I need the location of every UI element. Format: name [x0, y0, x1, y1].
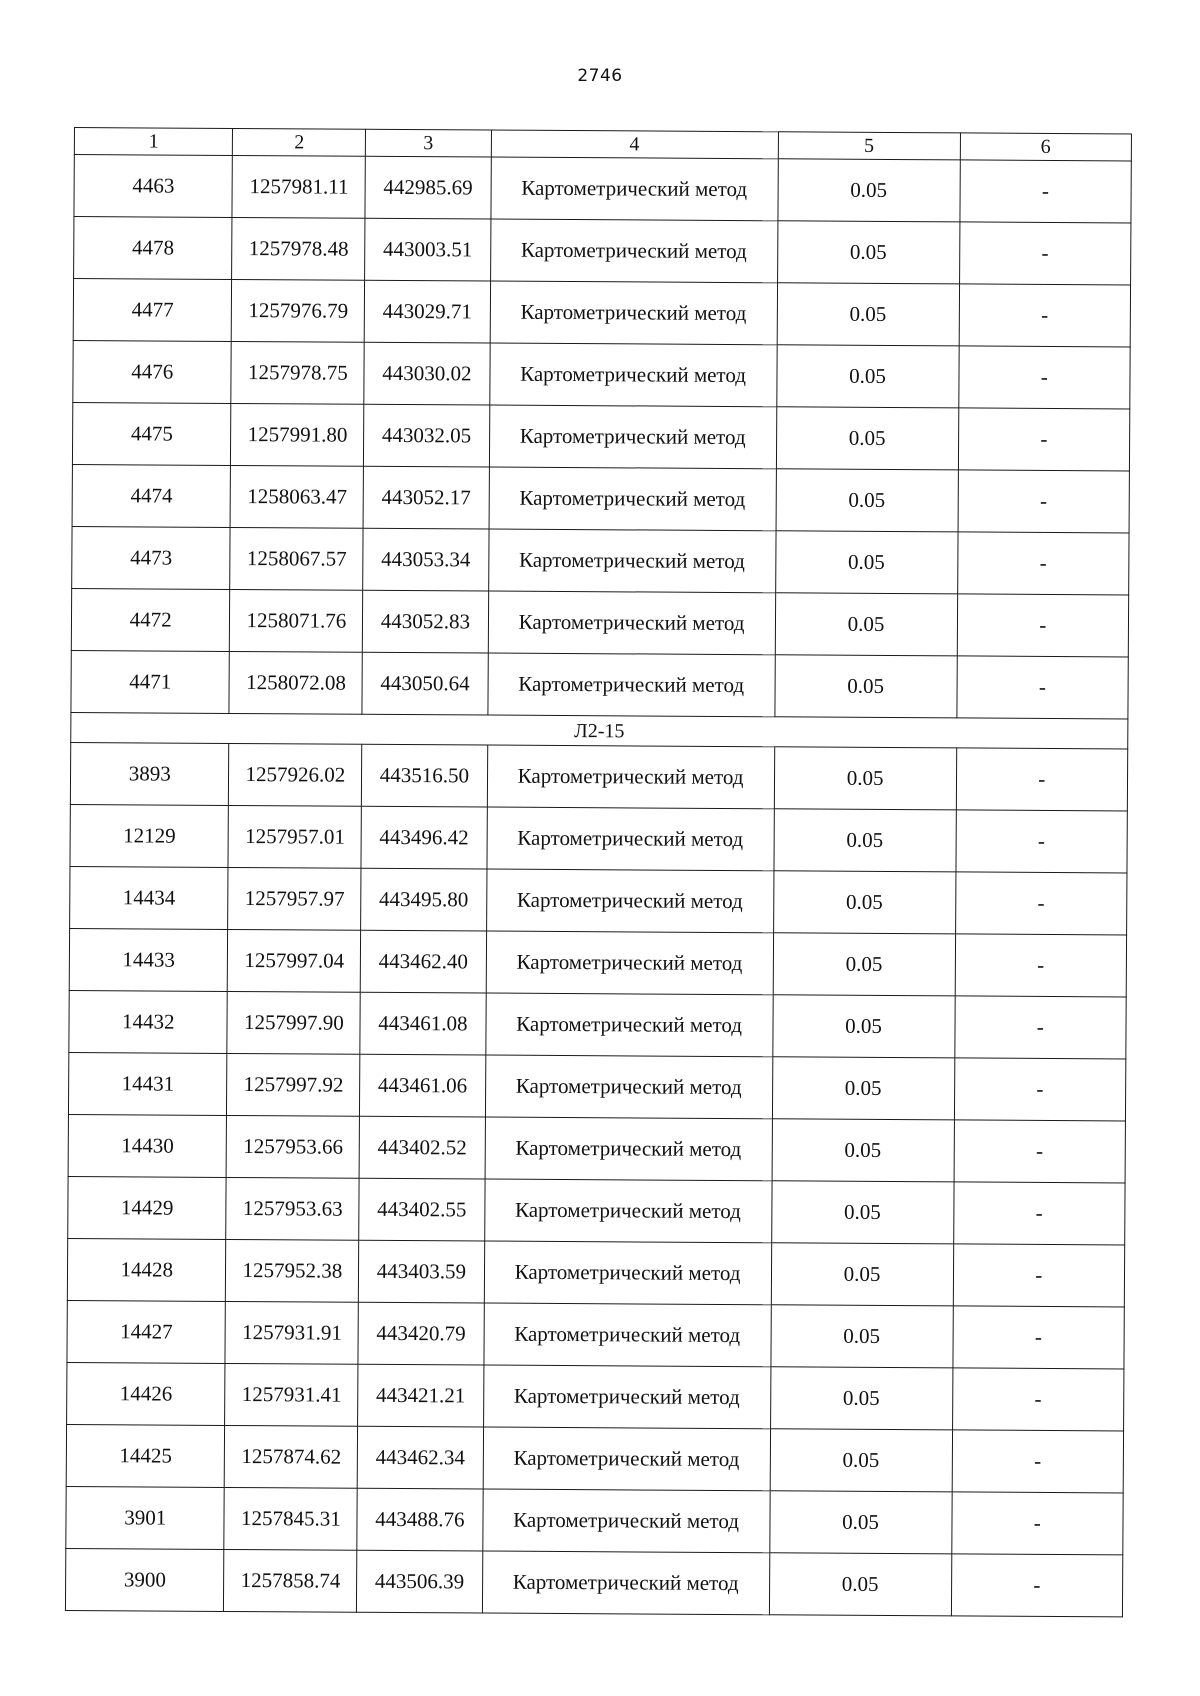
- table-row: [69, 928, 1126, 996]
- note-cell: -: [952, 1368, 1124, 1431]
- table-row: [73, 279, 1130, 347]
- accuracy-cell: 0.05: [776, 407, 958, 470]
- table-body: [65, 128, 1131, 1617]
- x-coordinate-cell: 1258063.47: [231, 465, 364, 528]
- method-cell: Картометрический метод: [489, 405, 776, 469]
- y-coordinate-cell: 443029.71: [364, 280, 490, 343]
- method-cell: Картометрический метод: [487, 807, 774, 871]
- method-cell: Картометрический метод: [484, 1241, 771, 1305]
- y-coordinate-cell: 443462.40: [360, 930, 486, 993]
- note-cell: -: [954, 1058, 1126, 1121]
- method-cell: Картометрический метод: [484, 1179, 771, 1243]
- table-row: [73, 340, 1130, 408]
- method-cell: Картометрический метод: [486, 931, 773, 995]
- method-cell: Картометрический метод: [484, 1303, 771, 1367]
- y-coordinate-cell: 443420.79: [358, 1302, 484, 1365]
- method-cell: Картометрический метод: [491, 157, 778, 221]
- point-number-cell: 3900: [65, 1548, 224, 1611]
- x-coordinate-cell: 1257953.66: [227, 1115, 360, 1178]
- point-number-cell: 4478: [74, 217, 233, 280]
- note-cell: -: [959, 284, 1131, 347]
- accuracy-cell: 0.05: [774, 655, 956, 718]
- y-coordinate-cell: 443032.05: [364, 404, 490, 467]
- y-coordinate-cell: 443053.34: [363, 528, 489, 591]
- x-coordinate-cell: 1257845.31: [224, 1487, 357, 1550]
- accuracy-cell: 0.05: [774, 747, 956, 810]
- point-number-cell: 4474: [72, 464, 231, 527]
- x-coordinate-cell: 1257991.80: [231, 403, 364, 466]
- column-number: 3: [366, 129, 491, 157]
- table-row: [74, 217, 1131, 285]
- note-cell: -: [955, 934, 1127, 997]
- accuracy-cell: 0.05: [777, 283, 959, 346]
- coordinates-table: [65, 127, 1132, 1617]
- note-cell: -: [960, 160, 1132, 223]
- y-coordinate-cell: 443403.59: [359, 1240, 485, 1303]
- x-coordinate-cell: 1257931.41: [225, 1363, 358, 1426]
- x-coordinate-cell: 1257976.79: [232, 279, 365, 342]
- point-number-cell: 12129: [70, 804, 229, 867]
- point-number-cell: 4476: [73, 340, 232, 403]
- y-coordinate-cell: 443030.02: [364, 342, 490, 405]
- method-cell: Картометрический метод: [489, 343, 776, 407]
- table-row: [67, 1362, 1124, 1430]
- table-row: [70, 742, 1127, 810]
- point-number-cell: 4472: [71, 588, 230, 651]
- table-row: [71, 650, 1128, 718]
- point-number-cell: 4463: [74, 155, 233, 218]
- x-coordinate-cell: 1258072.08: [229, 651, 362, 714]
- method-cell: Картометрический метод: [487, 653, 774, 717]
- accuracy-cell: 0.05: [770, 1429, 952, 1492]
- note-cell: -: [952, 1430, 1124, 1493]
- point-number-cell: 14425: [66, 1424, 225, 1487]
- method-cell: Картометрический метод: [488, 529, 775, 593]
- note-cell: -: [953, 1182, 1125, 1245]
- y-coordinate-cell: 443488.76: [357, 1488, 483, 1551]
- note-cell: -: [956, 810, 1128, 873]
- note-cell: -: [951, 1554, 1123, 1617]
- x-coordinate-cell: 1257997.90: [227, 991, 360, 1054]
- table-row: [67, 1300, 1124, 1368]
- y-coordinate-cell: 443421.21: [358, 1364, 484, 1427]
- accuracy-cell: 0.05: [772, 995, 954, 1058]
- x-coordinate-cell: 1257997.92: [227, 1053, 360, 1116]
- y-coordinate-cell: 443050.64: [362, 652, 488, 715]
- table-row: [68, 1114, 1125, 1182]
- point-number-cell: 3893: [70, 742, 229, 805]
- y-coordinate-cell: 443402.55: [359, 1178, 485, 1241]
- accuracy-cell: 0.05: [776, 345, 958, 408]
- method-cell: Картометрический метод: [490, 281, 777, 345]
- column-number: 5: [778, 132, 960, 160]
- table-row: [69, 990, 1126, 1058]
- point-number-cell: 14432: [69, 990, 228, 1053]
- page-number: 2746: [577, 66, 623, 86]
- accuracy-cell: 0.05: [773, 933, 955, 996]
- x-coordinate-cell: 1257957.97: [228, 867, 361, 930]
- accuracy-cell: 0.05: [769, 1491, 951, 1554]
- method-cell: Картометрический метод: [483, 1427, 770, 1491]
- accuracy-cell: 0.05: [772, 1119, 954, 1182]
- column-number: 1: [74, 128, 233, 156]
- table-row: [65, 1548, 1122, 1616]
- point-number-cell: 14428: [67, 1238, 226, 1301]
- note-cell: -: [955, 872, 1127, 935]
- y-coordinate-cell: 443402.52: [359, 1116, 485, 1179]
- accuracy-cell: 0.05: [769, 1553, 951, 1616]
- accuracy-cell: 0.05: [772, 1057, 954, 1120]
- column-number: 6: [960, 133, 1132, 161]
- point-number-cell: 4477: [73, 279, 232, 342]
- point-number-cell: 4475: [72, 402, 231, 465]
- x-coordinate-cell: 1257981.11: [232, 155, 365, 218]
- note-cell: -: [959, 222, 1131, 285]
- x-coordinate-cell: 1257858.74: [224, 1549, 357, 1612]
- table-row: [68, 1052, 1125, 1120]
- method-cell: Картометрический метод: [482, 1551, 769, 1615]
- point-number-cell: 14426: [67, 1362, 226, 1425]
- y-coordinate-cell: 443462.34: [357, 1426, 483, 1489]
- y-coordinate-cell: 443496.42: [361, 806, 487, 869]
- y-coordinate-cell: 443516.50: [362, 744, 488, 807]
- x-coordinate-cell: 1257997.04: [228, 929, 361, 992]
- y-coordinate-cell: 443052.83: [363, 590, 489, 653]
- table-row: [72, 402, 1129, 470]
- note-cell: -: [951, 1492, 1123, 1555]
- method-cell: Картометрический метод: [483, 1365, 770, 1429]
- note-cell: -: [957, 532, 1129, 595]
- accuracy-cell: 0.05: [775, 593, 957, 656]
- x-coordinate-cell: 1257957.01: [228, 805, 361, 868]
- note-cell: -: [958, 470, 1130, 533]
- note-cell: -: [956, 748, 1128, 811]
- y-coordinate-cell: 443003.51: [365, 218, 491, 281]
- table-row: [72, 526, 1129, 594]
- table-row: [66, 1486, 1123, 1554]
- y-coordinate-cell: 443461.06: [360, 1054, 486, 1117]
- y-coordinate-cell: 443052.17: [363, 466, 489, 529]
- table-row: [70, 804, 1127, 872]
- note-cell: -: [957, 656, 1129, 719]
- accuracy-cell: 0.05: [771, 1305, 953, 1368]
- x-coordinate-cell: 1257874.62: [225, 1425, 358, 1488]
- x-coordinate-cell: 1257978.48: [232, 217, 365, 280]
- accuracy-cell: 0.05: [778, 159, 960, 222]
- point-number-cell: 14427: [67, 1300, 226, 1363]
- note-cell: -: [953, 1244, 1125, 1307]
- note-cell: -: [958, 346, 1130, 409]
- x-coordinate-cell: 1257931.91: [225, 1301, 358, 1364]
- method-cell: Картометрический метод: [485, 1055, 772, 1119]
- accuracy-cell: 0.05: [775, 531, 957, 594]
- column-number: 2: [233, 128, 366, 156]
- point-number-cell: 4471: [71, 650, 230, 713]
- method-cell: Картометрический метод: [490, 219, 777, 283]
- point-number-cell: 14430: [68, 1114, 227, 1177]
- column-number: 4: [491, 130, 778, 159]
- table-row: [74, 155, 1131, 223]
- point-number-cell: 14433: [69, 928, 228, 991]
- accuracy-cell: 0.05: [777, 221, 959, 284]
- x-coordinate-cell: 1257978.75: [231, 341, 364, 404]
- table-row: [67, 1238, 1124, 1306]
- x-coordinate-cell: 1257926.02: [229, 743, 362, 806]
- note-cell: -: [954, 1120, 1126, 1183]
- section-label: Л2-15: [71, 712, 1128, 748]
- point-number-cell: 14429: [68, 1176, 227, 1239]
- accuracy-cell: 0.05: [776, 469, 958, 532]
- accuracy-cell: 0.05: [770, 1367, 952, 1430]
- point-number-cell: 4473: [72, 526, 231, 589]
- note-cell: -: [954, 996, 1126, 1059]
- table-row: [71, 588, 1128, 656]
- x-coordinate-cell: 1257952.38: [226, 1239, 359, 1302]
- x-coordinate-cell: 1258067.57: [230, 527, 363, 590]
- accuracy-cell: 0.05: [773, 871, 955, 934]
- method-cell: Картометрический метод: [487, 745, 774, 809]
- x-coordinate-cell: 1258071.76: [230, 589, 363, 652]
- y-coordinate-cell: 443461.08: [360, 992, 486, 1055]
- accuracy-cell: 0.05: [771, 1243, 953, 1306]
- y-coordinate-cell: 443506.39: [357, 1550, 483, 1613]
- y-coordinate-cell: 443495.80: [361, 868, 487, 931]
- method-cell: Картометрический метод: [486, 869, 773, 933]
- table-row: [72, 464, 1129, 532]
- method-cell: Картометрический метод: [485, 1117, 772, 1181]
- method-cell: Картометрический метод: [488, 591, 775, 655]
- point-number-cell: 3901: [66, 1486, 225, 1549]
- note-cell: -: [958, 408, 1130, 471]
- accuracy-cell: 0.05: [774, 809, 956, 872]
- note-cell: -: [953, 1306, 1125, 1369]
- table-row: [70, 866, 1127, 934]
- point-number-cell: 14434: [70, 866, 229, 929]
- accuracy-cell: 0.05: [771, 1181, 953, 1244]
- note-cell: -: [957, 594, 1129, 657]
- x-coordinate-cell: 1257953.63: [226, 1177, 359, 1240]
- method-cell: Картометрический метод: [482, 1489, 769, 1553]
- y-coordinate-cell: 442985.69: [365, 156, 491, 219]
- table-row: [66, 1424, 1123, 1492]
- method-cell: Картометрический метод: [485, 993, 772, 1057]
- table-row: [68, 1176, 1125, 1244]
- point-number-cell: 14431: [68, 1052, 227, 1115]
- method-cell: Картометрический метод: [489, 467, 776, 531]
